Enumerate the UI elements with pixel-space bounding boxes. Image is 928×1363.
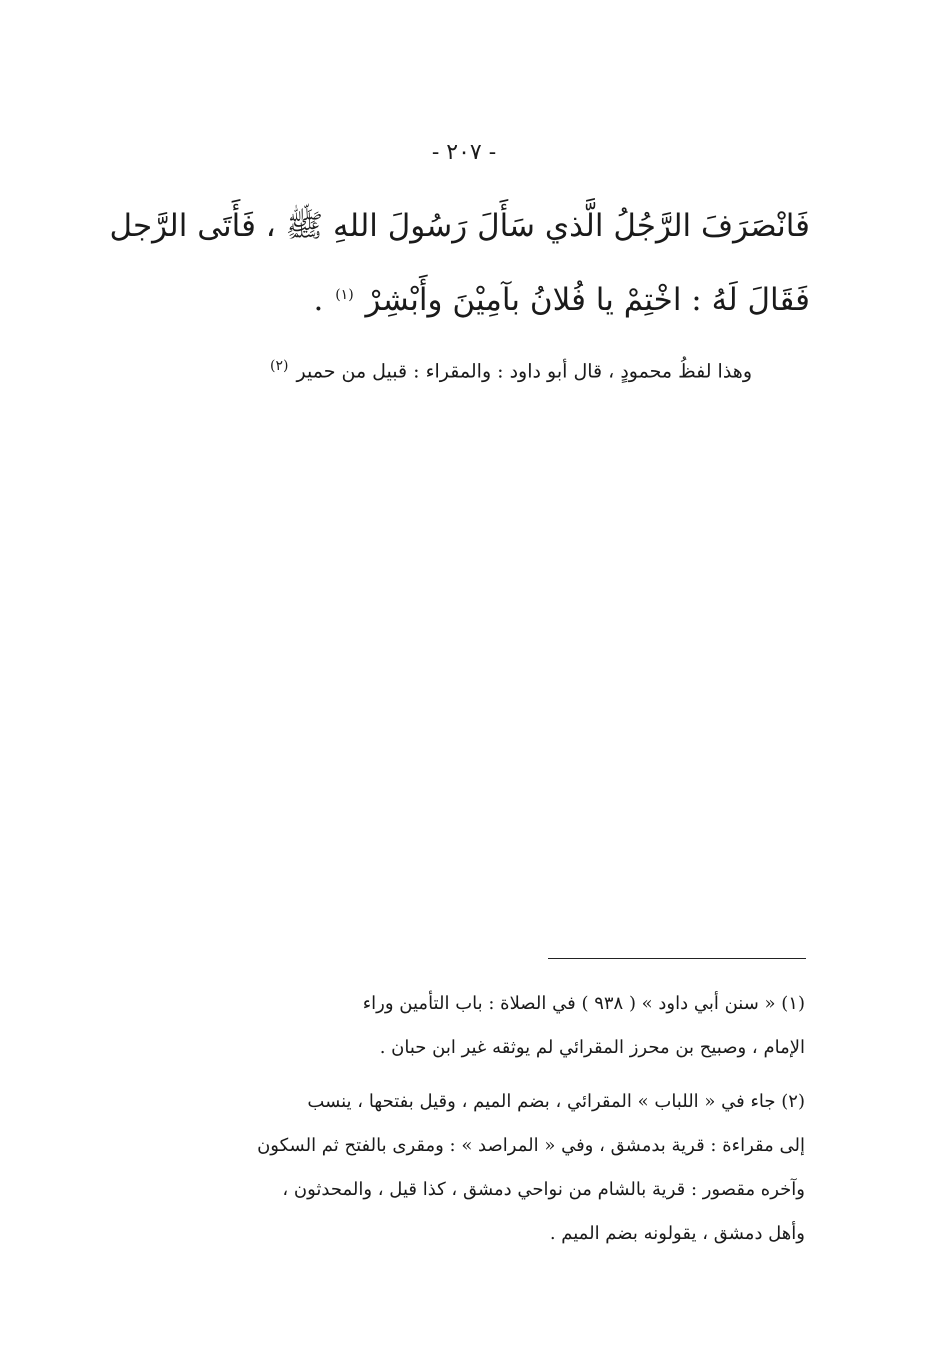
footnote-ref-2[interactable]: (٢): [269, 358, 289, 374]
hadith-line-2-end: .: [313, 282, 324, 318]
footnote-line: الإمام ، وصبيح بن محرز المقرائي لم يوثقه غير ابن حبان .: [379, 1037, 805, 1058]
hadith-line-2-text: فَقَالَ لَهُ : اخْتِمْ يا فُلانُ بآمِيْنَ وأَبْشِرْ: [365, 282, 810, 318]
footnote-ref-1[interactable]: (١): [335, 286, 354, 303]
page-number: - ٢٠٧ -: [431, 140, 497, 165]
hadith-line-2: [150, 282, 810, 319]
footnote-line: وأهل دمشق ، يقولونه بضم الميم .: [549, 1223, 805, 1244]
footnote-line: وآخره مقصور : قرية بالشام من نواحي دمشق ، كذا قيل ، والمحدثون ،: [282, 1179, 805, 1200]
footnote-line: (١) « سنن أبي داود » ( ٩٣٨ ) في الصلاة : باب التأمين وراء: [362, 993, 805, 1014]
footnote-2: [150, 1080, 805, 1256]
footnote-line: إلى مقراءة : قرية بدمشق ، وفي « المراصد » : ومقرى بالفتح ثم السكون: [257, 1135, 805, 1156]
commentary-text: وهذا لفظُ محمودٍ ، قال أبو داود : والمقراء : قبيل من حمير: [296, 360, 752, 383]
commentary-line: [170, 358, 752, 382]
footnote-separator: [548, 958, 806, 959]
hadith-line-1: فَانْصَرَفَ الرَّجُلُ الَّذي سَأَلَ رَسُولَ اللهِ ﷺ ، فَأَتَى الرَّجل: [109, 208, 810, 244]
footnote-line: (٢) جاء في « اللباب » المقرائي ، بضم الميم ، وقيل بفتحها ، ينسب: [307, 1091, 805, 1112]
footnote-1: [150, 982, 805, 1070]
